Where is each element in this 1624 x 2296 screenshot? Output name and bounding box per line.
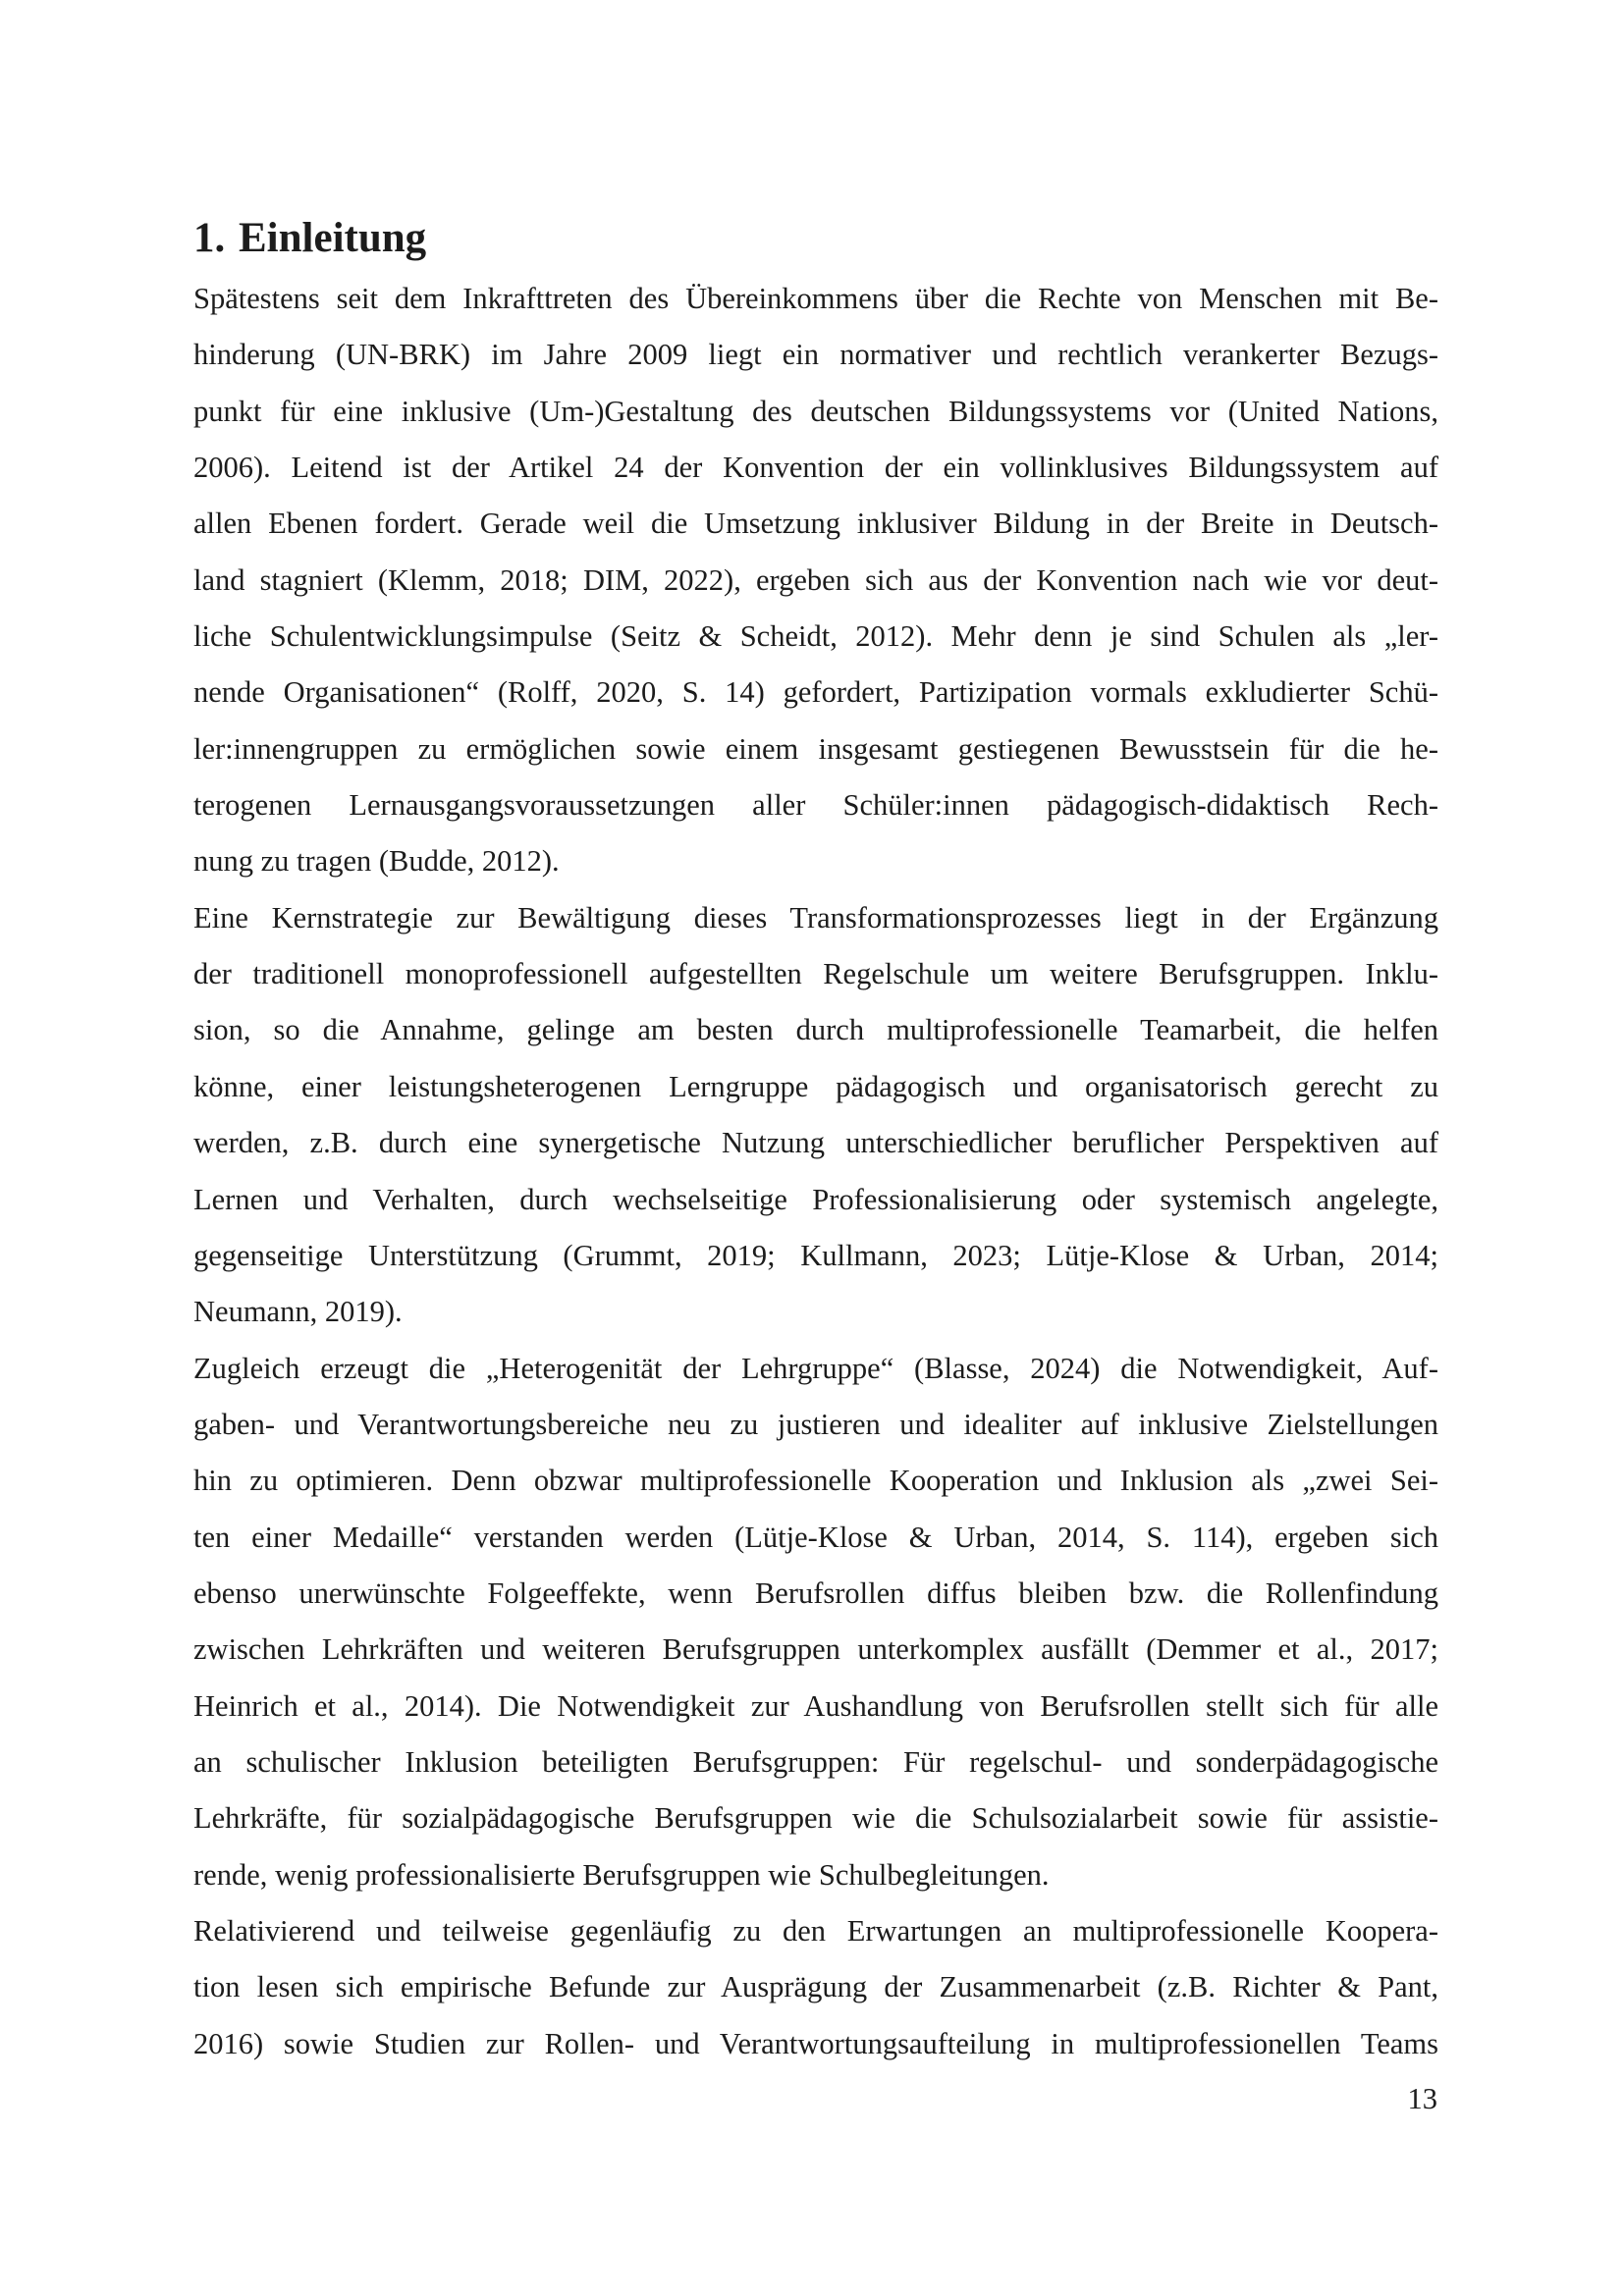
text-line: könne, einer leistungsheterogenen Lerngruppe pädagogisch und organisatorisch gerecht zu [193, 1069, 1438, 1103]
text-line: land stagniert (Klemm, 2018; DIM, 2022), ergeben sich aus der Konvention nach wie vor deut- [193, 562, 1438, 597]
text-line: Relativierend und teilweise gegenläufig zu den Erwartungen an multiprofessionelle Koopera- [193, 1913, 1438, 1948]
page-number: 13 [1407, 2082, 1437, 2115]
text-line: ebenso unerwünschte Folgeeffekte, wenn Berufsrollen diffus bleiben bzw. die Rollenfindung [193, 1575, 1438, 1610]
paragraph [193, 890, 1438, 1341]
text-line: gegenseitige Unterstützung (Grummt, 2019; Kullmann, 2023; Lütje-Klose & Urban, 2014; [193, 1238, 1438, 1272]
text-line: der traditionell monoprofessionell aufgestellten Regelschule um weitere Berufsgruppen. Inklu- [193, 957, 1438, 991]
text-line: hin zu optimieren. Denn obzwar multiprofessionelle Kooperation und Inklusion als „zwei Sei- [193, 1464, 1438, 1498]
text-line: ten einer Medaille“ verstanden werden (Lütje-Klose & Urban, 2014, S. 114), ergeben sich [193, 1520, 1438, 1554]
text-line: zwischen Lehrkräften und weiteren Berufsgruppen unterkomplex ausfällt (Demmer et al., 2017; [193, 1632, 1438, 1667]
text-line: Heinrich et al., 2014). Die Notwendigkeit zur Aushandlung von Berufsrollen stellt sich für alle [193, 1688, 1438, 1723]
text-line: gaben- und Verantwortungsbereiche neu zu justieren und idealiter auf inklusive Zielstellungen [193, 1407, 1438, 1441]
text-line: Neumann, 2019). [193, 1295, 403, 1329]
text-line: terogenen Lernausgangsvoraussetzungen aller Schüler:innen pädagogisch-didaktisch Rech- [193, 788, 1438, 823]
paragraph [193, 1341, 1438, 1903]
text-line: Lernen und Verhalten, durch wechselseitige Professionalisierung oder systemisch angelegte, [193, 1182, 1438, 1216]
text-line: Spätestens seit dem Inkrafttreten des Übereinkommens über die Rechte von Menschen mit Be- [193, 282, 1438, 315]
text-line: tion lesen sich empirische Befunde zur Ausprägung der Zusammenarbeit (z.B. Richter & Pant, [193, 1970, 1438, 2004]
section-heading [193, 206, 1438, 271]
text-line: allen Ebenen fordert. Gerade weil die Umsetzung inklusiver Bildung in der Breite in Deutsch- [193, 507, 1438, 541]
paragraph [193, 1903, 1438, 2072]
paragraph [193, 271, 1438, 890]
text-line: werden, z.B. durch eine synergetische Nutzung unterschiedlicher beruflicher Perspektiven auf [193, 1126, 1438, 1160]
text-line: liche Schulentwicklungsimpulse (Seitz & Scheidt, 2012). Mehr denn je sind Schulen als „ler- [193, 619, 1438, 654]
text-line: sion, so die Annahme, gelinge am besten durch multiprofessionelle Teamarbeit, die helfen [193, 1013, 1438, 1047]
text-line: Lehrkräfte, für sozialpädagogische Berufsgruppen wie die Schulsozialarbeit sowie für assistie- [193, 1801, 1438, 1836]
body-text [193, 271, 1438, 2072]
section-title: Einleitung [239, 215, 427, 261]
section-number: 1. [193, 215, 226, 261]
text-line: nung zu tragen (Budde, 2012). [193, 844, 560, 879]
text-line: Eine Kernstrategie zur Bewältigung dieses Transformationsprozesses liegt in der Ergänzung [193, 900, 1438, 934]
text-line: ler:innengruppen zu ermöglichen sowie einem insgesamt gestiegenen Bewusstsein für die he- [193, 731, 1438, 766]
page-content [193, 206, 1438, 2072]
text-line: rende, wenig professionalisierte Berufsgruppen wie Schulbegleitungen. [193, 1857, 1050, 1892]
text-line: nende Organisationen“ (Rolff, 2020, S. 14) gefordert, Partizipation vormals exkludierter Schü- [193, 675, 1438, 710]
text-line: hinderung (UN-BRK) im Jahre 2009 liegt ein normativer und rechtlich verankerter Bezugs- [193, 338, 1438, 372]
text-line: punkt für eine inklusive (Um-)Gestaltung des deutschen Bildungssystems vor (United Nations, [193, 394, 1438, 428]
text-line: Zugleich erzeugt die „Heterogenität der Lehrgruppe“ (Blasse, 2024) die Notwendigkeit, Auf- [193, 1351, 1438, 1385]
text-line: 2016) sowie Studien zur Rollen- und Verantwortungsaufteilung in multiprofessionellen Teams [193, 2026, 1438, 2060]
text-line: 2006). Leitend ist der Artikel 24 der Konvention der ein vollinklusives Bildungssystem auf [193, 451, 1438, 485]
text-line: an schulischer Inklusion beteiligten Berufsgruppen: Für regelschul- und sonderpädagogische [193, 1744, 1438, 1779]
